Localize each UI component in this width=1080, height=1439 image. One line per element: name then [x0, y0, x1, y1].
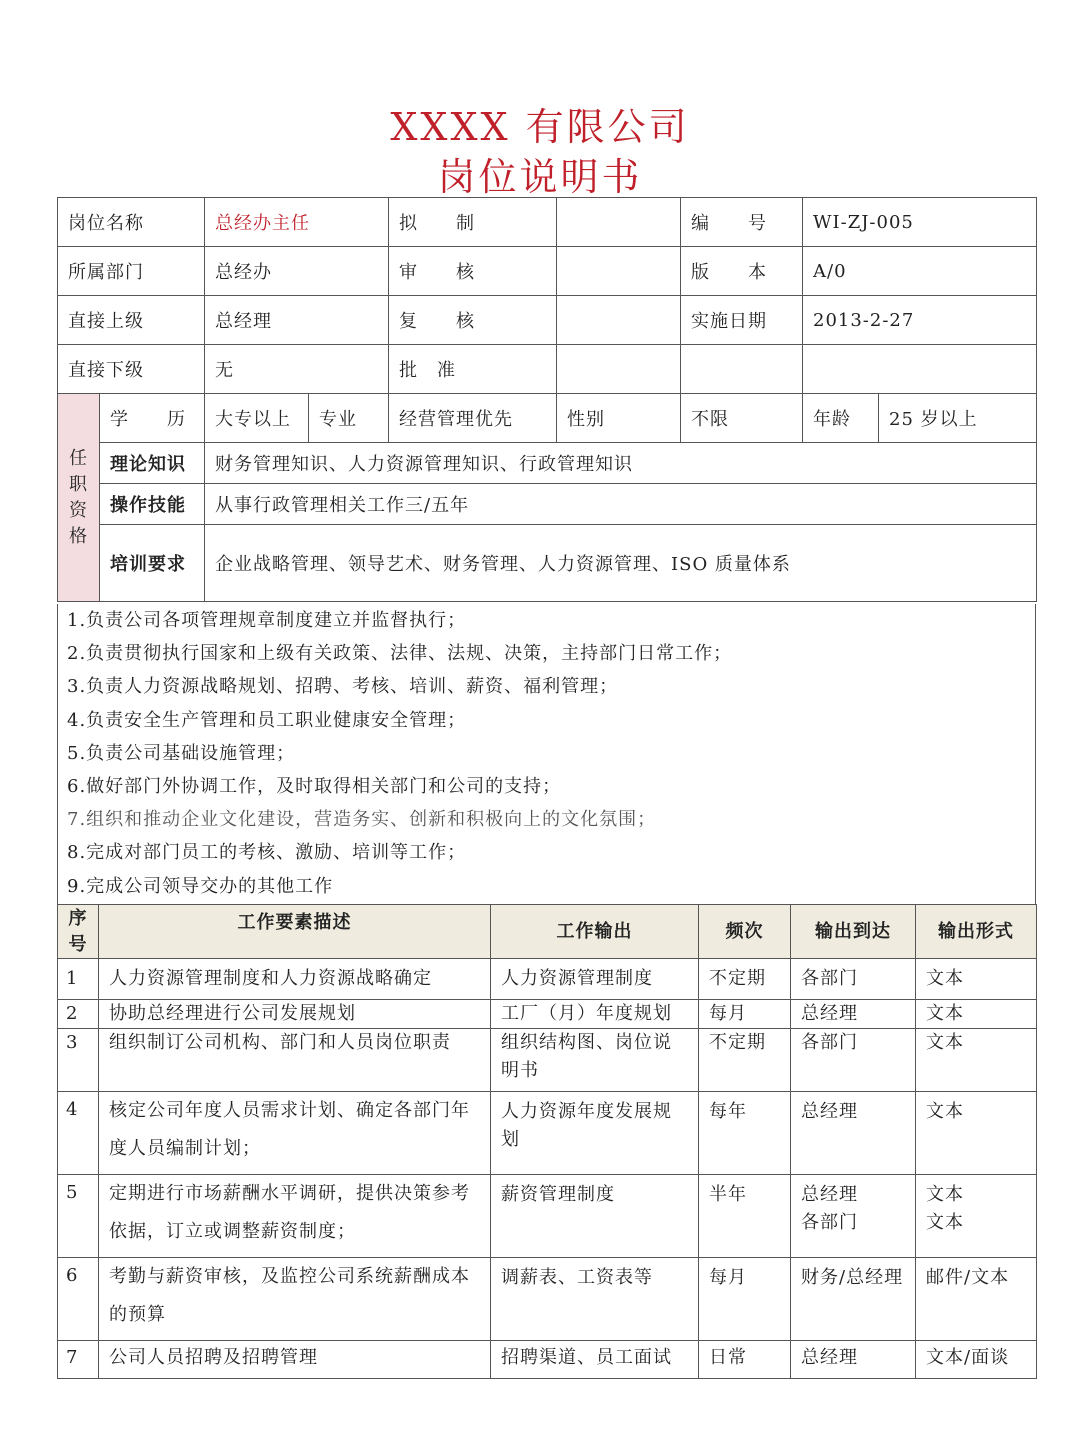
row-format: 文本 — [916, 1092, 1037, 1175]
date-label: 实施日期 — [681, 296, 803, 345]
format-line: 文本 — [926, 1184, 964, 1205]
document-title: 岗位说明书 — [437, 155, 643, 199]
row-frequency: 不定期 — [699, 959, 791, 1000]
date-value: 2013-2-27 — [803, 296, 1037, 345]
duty-item: 9.完成公司领导交办的其他工作 — [67, 875, 334, 897]
empty-cell — [803, 345, 1037, 394]
row-format — [916, 1175, 1037, 1258]
skill-value: 从事行政管理相关工作三/五年 — [205, 484, 1037, 525]
row-output: 工厂（月）年度规划 — [491, 1000, 699, 1029]
education-value: 大专以上 — [205, 394, 309, 443]
table-row — [58, 959, 1037, 1000]
row-destination: 各部门 — [791, 1029, 916, 1092]
duty-item: 2.负责贯彻执行国家和上级有关政策、法律、法规、决策，主持部门日常工作； — [67, 643, 733, 665]
row-desc: 组织制订公司机构、部门和人员岗位职责 — [99, 1029, 491, 1092]
row-frequency: 半年 — [699, 1175, 791, 1258]
approve-label: 批 准 — [389, 345, 557, 394]
review-label: 审 核 — [389, 247, 557, 296]
row-desc: 定期进行市场薪酬水平调研，提供决策参考依据，订立或调整薪资制度； — [99, 1175, 491, 1258]
destination-line: 各部门 — [801, 1212, 858, 1233]
header-seq: 序号 — [58, 905, 99, 959]
code-label: 编 号 — [681, 198, 803, 247]
table-row — [58, 1175, 1037, 1258]
code-value: WI-ZJ-005 — [803, 198, 1037, 247]
version-label: 版 本 — [681, 247, 803, 296]
row-format: 文本 — [916, 1000, 1037, 1029]
row-no: 6 — [58, 1258, 99, 1341]
row-desc: 考勤与薪资审核，及监控公司系统薪酬成本的预算 — [99, 1258, 491, 1341]
row-destination: 各部门 — [791, 959, 916, 1000]
header-format: 输出形式 — [916, 905, 1037, 959]
row-desc: 人力资源管理制度和人力资源战略确定 — [99, 959, 491, 1000]
row-no: 7 — [58, 1341, 99, 1379]
row-destination — [791, 1175, 916, 1258]
duties-list — [57, 604, 1036, 904]
draft-value — [557, 198, 681, 247]
row-destination: 总经理 — [791, 1000, 916, 1029]
duty-item: 5.负责公司基础设施管理； — [67, 742, 296, 764]
row-output: 薪资管理制度 — [491, 1175, 699, 1258]
work-elements-table — [57, 904, 1037, 1379]
row-output: 招聘渠道、员工面试 — [491, 1341, 699, 1379]
row-frequency: 日常 — [699, 1341, 791, 1379]
recheck-label: 复 核 — [389, 296, 557, 345]
row-frequency: 每年 — [699, 1092, 791, 1175]
row-format: 邮件/文本 — [916, 1258, 1037, 1341]
format-line: 文本 — [926, 1212, 964, 1233]
duty-item: 3.负责人力资源战略规划、招聘、考核、培训、薪资、福利管理； — [67, 676, 619, 698]
duty-item: 7.组织和推动企业文化建设，营造务实、创新和积极向上的文化氛围； — [67, 809, 657, 831]
theory-label: 理论知识 — [100, 443, 205, 484]
qualification-section-label: 任职资格 — [58, 394, 100, 602]
duty-item: 8.完成对部门员工的考核、激励、培训等工作； — [67, 842, 467, 864]
row-desc: 协助总经理进行公司发展规划 — [99, 1000, 491, 1029]
superior-label: 直接上级 — [58, 296, 205, 345]
row-output: 调薪表、工资表等 — [491, 1258, 699, 1341]
row-no: 1 — [58, 959, 99, 1000]
row-no: 4 — [58, 1092, 99, 1175]
dept-label: 所属部门 — [58, 247, 205, 296]
recheck-value — [557, 296, 681, 345]
row-destination: 财务/总经理 — [791, 1258, 916, 1341]
job-name-label: 岗位名称 — [58, 198, 205, 247]
company-title: XXXX 有限公司 — [390, 105, 690, 149]
job-name-value: 总经办主任 — [205, 198, 389, 247]
education-label: 学 历 — [100, 394, 205, 443]
duty-item: 1.负责公司各项管理规章制度建立并监督执行； — [67, 610, 467, 631]
dept-value: 总经办 — [205, 247, 389, 296]
row-output: 组织结构图、岗位说明书 — [491, 1029, 699, 1092]
major-label: 专业 — [309, 394, 389, 443]
draft-label: 拟 制 — [389, 198, 557, 247]
row-no: 2 — [58, 1000, 99, 1029]
row-desc: 核定公司年度人员需求计划、确定各部门年度人员编制计划； — [99, 1092, 491, 1175]
row-no: 5 — [58, 1175, 99, 1258]
approve-value — [557, 345, 681, 394]
version-value: A/0 — [803, 247, 1037, 296]
subordinate-label: 直接下级 — [58, 345, 205, 394]
destination-line: 总经理 — [801, 1184, 858, 1205]
row-destination: 总经理 — [791, 1092, 916, 1175]
row-format: 文本 — [916, 959, 1037, 1000]
row-frequency: 每月 — [699, 1258, 791, 1341]
gender-label: 性别 — [557, 394, 681, 443]
row-format: 文本 — [916, 1029, 1037, 1092]
header-output: 工作输出 — [491, 905, 699, 959]
subordinate-value: 无 — [205, 345, 389, 394]
row-frequency: 不定期 — [699, 1029, 791, 1092]
age-value: 25 岁以上 — [879, 394, 1037, 443]
skill-label: 操作技能 — [100, 484, 205, 525]
training-label: 培训要求 — [100, 525, 205, 602]
age-label: 年龄 — [803, 394, 879, 443]
table-row — [58, 1258, 1037, 1341]
header-destination: 输出到达 — [791, 905, 916, 959]
row-no: 3 — [58, 1029, 99, 1092]
duty-item: 6.做好部门外协调工作，及时取得相关部门和公司的支持； — [67, 775, 562, 797]
job-info-table — [57, 197, 1037, 602]
review-value — [557, 247, 681, 296]
table-row — [58, 1000, 1037, 1029]
row-frequency: 每月 — [699, 1000, 791, 1029]
row-output: 人力资源年度发展规划 — [491, 1092, 699, 1175]
row-format: 文本/面谈 — [916, 1341, 1037, 1379]
table-row — [58, 1341, 1037, 1379]
theory-value: 财务管理知识、人力资源管理知识、行政管理知识 — [205, 443, 1037, 484]
training-value: 企业战略管理、领导艺术、财务管理、人力资源管理、ISO 质量体系 — [205, 525, 1037, 602]
row-destination: 总经理 — [791, 1341, 916, 1379]
gender-value: 不限 — [681, 394, 803, 443]
header-frequency: 频次 — [699, 905, 791, 959]
row-desc: 公司人员招聘及招聘管理 — [99, 1341, 491, 1379]
major-value: 经营管理优先 — [389, 394, 557, 443]
duty-item: 4.负责安全生产管理和员工职业健康安全管理； — [67, 709, 467, 731]
table-row — [58, 1092, 1037, 1175]
table-row — [58, 1029, 1037, 1092]
superior-value: 总经理 — [205, 296, 389, 345]
header-desc: 工作要素描述 — [99, 905, 491, 959]
row-output: 人力资源管理制度 — [491, 959, 699, 1000]
empty-cell — [681, 345, 803, 394]
